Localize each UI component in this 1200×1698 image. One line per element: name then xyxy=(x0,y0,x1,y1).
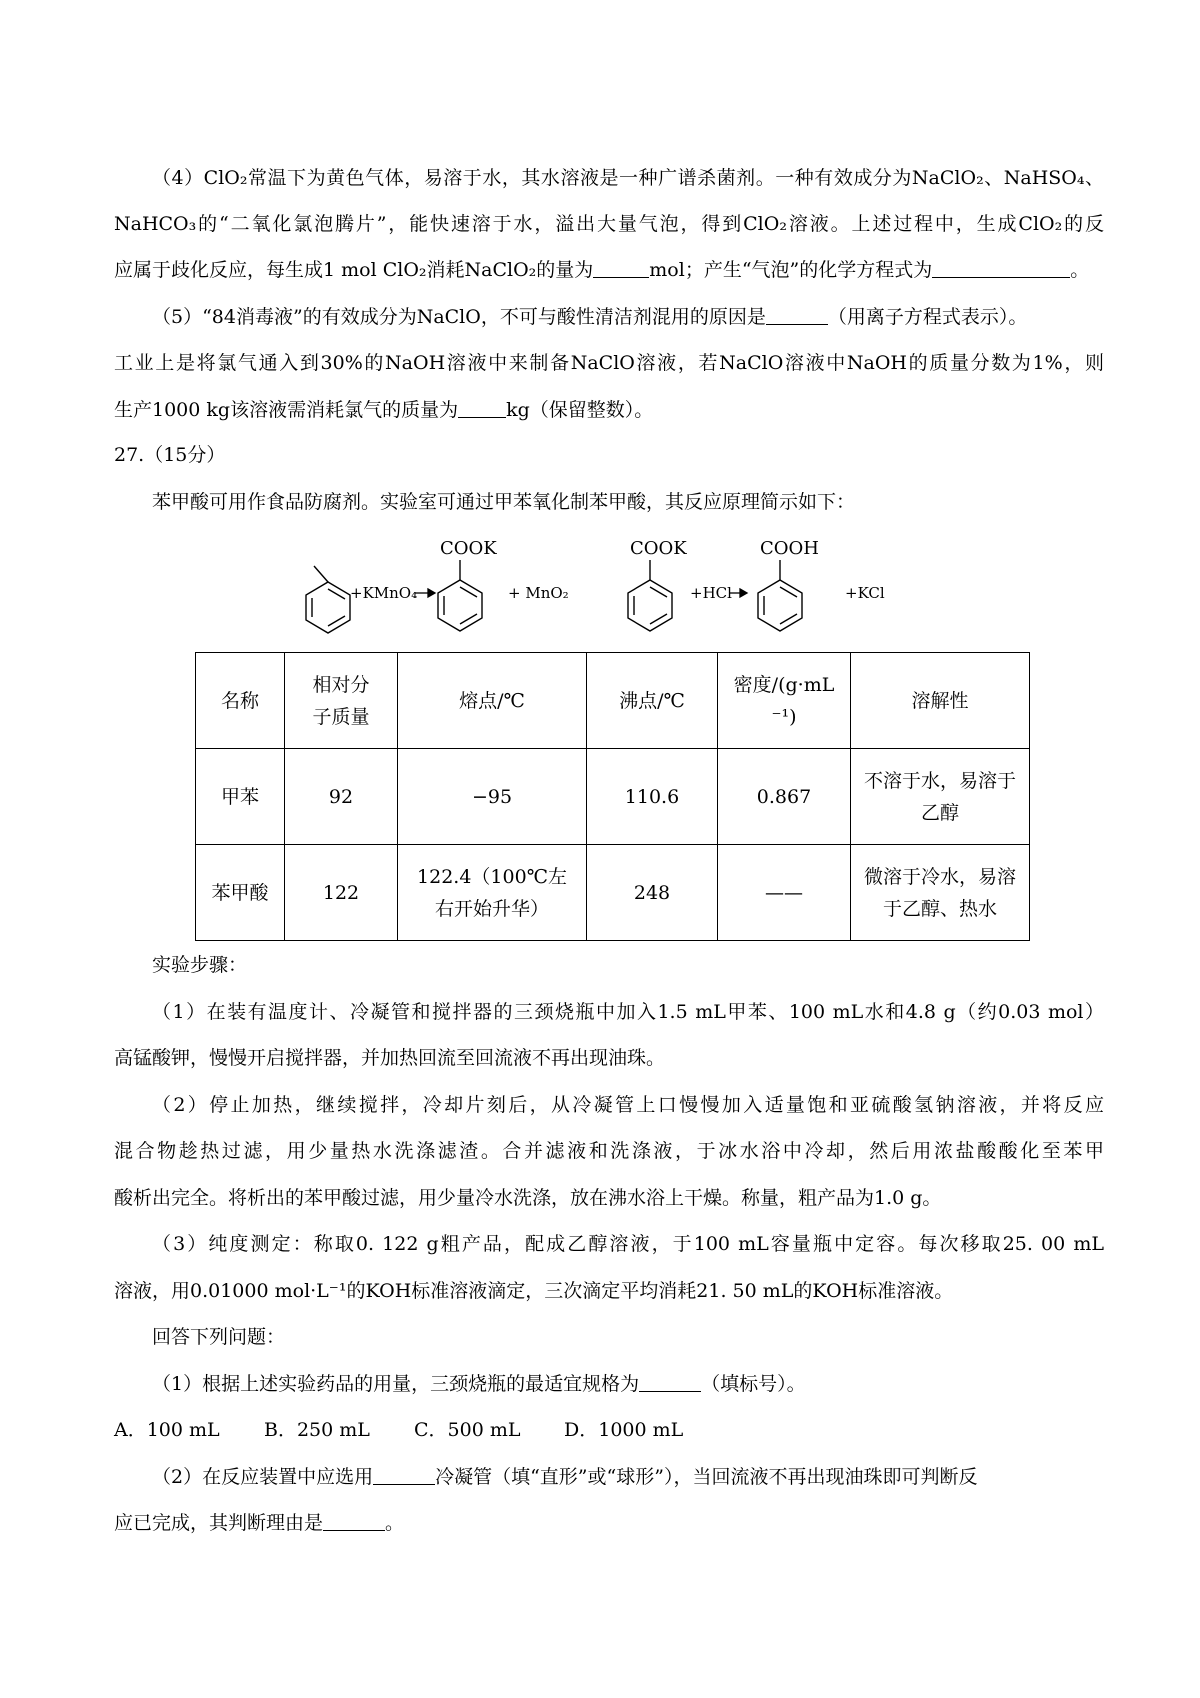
byproduct-mno2: + MnO₂ xyxy=(508,584,569,602)
q4-line-3-text-b: mol；产生“气泡”的化学方程式为 xyxy=(649,259,933,281)
question-2-text-a: （2）在反应装置中应选用 xyxy=(152,1466,374,1488)
questions-header: 回答下列问题： xyxy=(152,1326,286,1348)
cell-melting-point-line-1: 122.4（100℃左 xyxy=(417,865,567,888)
question-2-line-2 xyxy=(114,1511,1104,1535)
q4-line-3 xyxy=(114,258,1104,282)
question-2-text-c: 应已完成，其判断理由是 xyxy=(114,1512,324,1534)
potassium-benzoate-structure xyxy=(438,560,482,631)
answer-blank xyxy=(639,1373,701,1392)
group-cook-2: COOK xyxy=(630,538,687,559)
table-header-row xyxy=(196,653,1030,749)
reagent-hcl: +HCl xyxy=(690,584,732,602)
header-density xyxy=(718,653,851,749)
table-row xyxy=(196,845,1030,941)
answer-blank xyxy=(458,399,506,418)
cell-solubility xyxy=(851,845,1030,941)
answer-blank xyxy=(766,306,828,325)
step-2-line-2: 混合物趁热过滤，用少量热水洗涤滤渣。合并滤液和洗涤液，于冰水浴中冷却，然后用浓盐酸酸化至苯甲 xyxy=(114,1140,1104,1162)
header-density-line-2: ⁻¹) xyxy=(771,705,797,728)
header-melting-point: 熔点/℃ xyxy=(398,653,587,749)
step-3-line-1: （3）纯度测定：称取0. 122 g粗产品，配成乙醇溶液，于100 mL容量瓶中定容。每次移取25. 00 mL xyxy=(152,1233,1104,1255)
group-cooh: COOH xyxy=(760,538,819,559)
step-1-line-2: 高锰酸钾，慢慢开启搅拌器，并加热回流至回流液不再出现油珠。 xyxy=(114,1047,666,1069)
step-2-line-1: （2）停止加热，继续搅拌，冷却片刻后，从冷凝管上口慢慢加入适量饱和亚硫酸氢钠溶液，并将反应 xyxy=(152,1094,1104,1116)
table-row xyxy=(196,749,1030,845)
cell-molar-mass: 122 xyxy=(285,845,398,941)
question-2-text-b: 冷凝管（填“直形”或“球形”），当回流液不再出现油珠即可判断反 xyxy=(435,1466,978,1488)
potassium-benzoate-structure-2 xyxy=(628,560,672,631)
q27-intro: 苯甲酸可用作食品防腐剂。实验室可通过甲苯氧化制苯甲酸，其反应原理简示如下： xyxy=(152,491,856,513)
header-molar-mass-line-1: 相对分 xyxy=(312,673,370,696)
answer-blank xyxy=(373,1466,435,1485)
properties-table xyxy=(195,652,1030,941)
cell-melting-point: −95 xyxy=(398,749,587,845)
reagent-kmno4: +KMnO₄ xyxy=(350,584,418,602)
question-1 xyxy=(152,1372,1104,1396)
benzoic-acid-structure xyxy=(758,560,802,631)
cell-name: 甲苯 xyxy=(196,749,285,845)
cell-density: 0.867 xyxy=(718,749,851,845)
option-a: A．100 mL xyxy=(114,1419,220,1441)
steps-header: 实验步骤： xyxy=(152,954,248,976)
q4-line-3-text-a: 应属于歧化反应，每生成1 mol ClO₂消耗NaClO₂的量为 xyxy=(114,259,594,281)
group-cook-1: COOK xyxy=(440,538,497,559)
cell-melting-point xyxy=(398,845,587,941)
question-2-line-1 xyxy=(152,1465,1104,1489)
answer-blank xyxy=(932,259,1070,278)
reaction-scheme xyxy=(290,530,930,640)
step-3-line-2: 溶液，用0.01000 mol·L⁻¹的KOH标准溶液滴定，三次滴定平均消耗21. 50 mL的KOH标准溶液。 xyxy=(114,1280,954,1302)
q5-line-3-text-a: 生产1000 kg该溶液需消耗氯气的质量为 xyxy=(114,399,459,421)
cell-molar-mass: 92 xyxy=(285,749,398,845)
cell-boiling-point: 110.6 xyxy=(587,749,718,845)
cell-solubility-line-2: 于乙醇、热水 xyxy=(882,897,997,920)
header-solubility: 溶解性 xyxy=(851,653,1030,749)
question-2-text-d: 。 xyxy=(385,1512,405,1534)
cell-solubility-line-1: 微溶于冷水，易溶 xyxy=(863,865,1016,888)
option-c: C．500 mL xyxy=(414,1419,521,1441)
header-boiling-point: 沸点/℃ xyxy=(587,653,718,749)
question-1-text-b: （填标号）。 xyxy=(701,1373,806,1395)
q5-line-1-text-b: （用离子方程式表示）。 xyxy=(827,306,1028,328)
q4-line-2: NaHCO₃的“二氧化氯泡腾片”，能快速溶于水，溢出大量气泡，得到ClO₂溶液。上述过程中，生成ClO₂的反 xyxy=(114,213,1104,235)
q5-line-3 xyxy=(114,398,1104,422)
q27-header: 27.（15分） xyxy=(114,444,226,466)
question-1-options xyxy=(114,1418,1104,1442)
q5-line-1 xyxy=(152,305,1104,329)
header-density-line-1: 密度/(g·mL xyxy=(733,673,835,696)
cell-melting-point-line-2: 右开始升华） xyxy=(434,897,549,920)
arrow-2 xyxy=(730,589,747,597)
header-name: 名称 xyxy=(196,653,285,749)
step-1-line-1: （1）在装有温度计、冷凝管和搅拌器的三颈烧瓶中加入1.5 mL甲苯、100 mL水和4.8 g（约0.03 mol） xyxy=(152,1001,1104,1023)
answer-blank xyxy=(323,1512,385,1531)
arrow-1 xyxy=(415,589,435,597)
option-b: B．250 mL xyxy=(264,1419,370,1441)
cell-density: —— xyxy=(718,845,851,941)
question-1-text-a: （1）根据上述实验药品的用量，三颈烧瓶的最适宜规格为 xyxy=(152,1373,640,1395)
header-molar-mass-line-2: 子质量 xyxy=(312,705,370,728)
q5-line-2: 工业上是将氯气通入到30%的NaOH溶液中来制备NaClO溶液，若NaClO溶液中NaOH的质量分数为1%，则 xyxy=(114,352,1104,374)
cell-solubility-line-2: 乙醇 xyxy=(920,801,959,824)
cell-solubility xyxy=(851,749,1030,845)
answer-blank xyxy=(593,259,649,278)
header-molar-mass xyxy=(285,653,398,749)
byproduct-kcl: +KCl xyxy=(845,584,885,602)
q5-line-1-text-a: （5）“84消毒液”的有效成分为NaClO，不可与酸性清洁剂混用的原因是 xyxy=(152,306,766,328)
cell-name: 苯甲酸 xyxy=(196,845,285,941)
option-d: D．1000 mL xyxy=(564,1419,684,1441)
toluene-structure xyxy=(306,566,350,633)
step-2-line-3: 酸析出完全。将析出的苯甲酸过滤，用少量冷水洗涤，放在沸水浴上干燥。称量，粗产品为1.0 g。 xyxy=(114,1187,942,1209)
cell-solubility-line-1: 不溶于水，易溶于 xyxy=(863,769,1016,792)
q4-line-3-text-c: 。 xyxy=(1070,259,1090,281)
q4-line-1: （4）ClO₂常温下为黄色气体，易溶于水，其水溶液是一种广谱杀菌剂。一种有效成分为NaClO₂、NaHSO₄、 xyxy=(152,167,1104,189)
q5-line-3-text-b: kg（保留整数）。 xyxy=(506,399,654,421)
cell-boiling-point: 248 xyxy=(587,845,718,941)
